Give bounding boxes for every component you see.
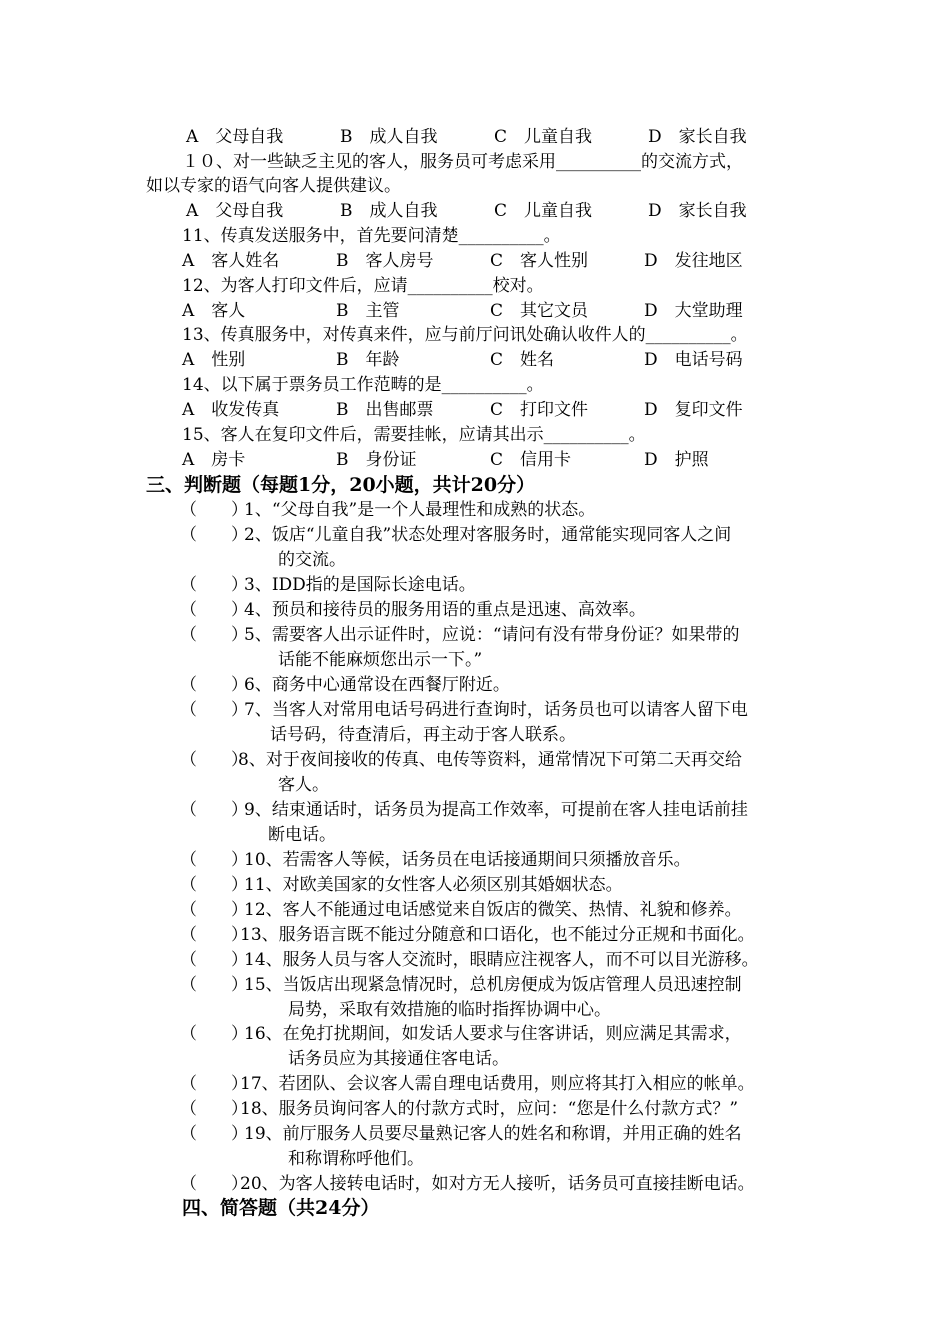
option-d: D 大堂助理 [644,301,743,321]
statement-text: 4、预员和接待员的服务用语的重点是迅速、高效率。 [244,600,646,620]
answer-blank[interactable]: （ ） [180,1124,248,1144]
question-15: 15、客人在复印文件后，需要挂帐，应请其出示__________。 [182,425,646,445]
question-11: 11、传真发送服务中，首先要问清楚__________。 [182,226,561,246]
question-12: 12、为客人打印文件后，应请__________校对。 [182,276,544,296]
statement-text-continued: 局势，采取有效措施的临时指挥协调中心。 [288,1000,611,1020]
option-b: B 身份证 [336,450,417,470]
option-d: D 家长自我 [648,201,747,221]
answer-blank[interactable]: （ ） [180,1024,248,1044]
statement-text: 17、若团队、会议客人需自理电话费用，则应将其打入相应的帐单。 [240,1074,755,1094]
answer-blank[interactable]: （ ） [180,925,248,945]
statement-text: 7、当客人对常用电话号码进行查询时，话务员也可以请客人留下电 [244,700,748,720]
answer-blank[interactable]: （ ） [180,625,248,645]
option-c: C 打印文件 [490,400,589,420]
option-c: C 儿童自我 [494,201,593,221]
statement-text: 14、服务人员与客人交流时，眼睛应注视客人，而不可以目光游移。 [244,950,759,970]
option-b: B 出售邮票 [336,400,434,420]
option-c: C 信用卡 [490,450,572,470]
statement-text-continued: 话能不能麻烦您出示一下。” [278,650,483,670]
statement-text-continued: 断电话。 [268,825,336,845]
statement-text: 19、前厅服务人员要尽量熟记客人的姓名和称谓，并用正确的姓名 [244,1124,742,1144]
option-b: B 年龄 [336,350,400,370]
statement-text-continued: 话务员应为其接通住客电话。 [288,1049,509,1069]
statement-text-continued: 和称谓称呼他们。 [288,1149,424,1169]
statement-text: 5、需要客人出示证件时，应说：“请问有没有带身份证？如果带的 [244,625,740,645]
statement-text: 8、对于夜间接收的传真、电传等资料，通常情况下可第二天再交给 [238,750,742,770]
statement-text: 16、在免打扰期间，如发话人要求与住客讲话，则应满足其需求， [244,1024,742,1044]
answer-blank[interactable]: （ ） [180,975,248,995]
question-14: 14、以下属于票务员工作范畴的是__________。 [182,375,544,395]
answer-blank[interactable]: （ ） [180,575,248,595]
statement-text-continued: 的交流。 [278,550,346,570]
question-10-line1: １０、对一些缺乏主见的客人，服务员可考虑采用__________的交流方式， [182,152,743,172]
answer-blank[interactable]: （ ） [180,525,248,545]
option-c: C 姓名 [490,350,555,370]
option-d: D 家长自我 [648,127,747,147]
section-3-heading: 三、判断题（每题1分，20小题，共计20分） [146,474,536,496]
statement-text-continued: 客人。 [278,775,329,795]
option-c: C 其它文员 [490,301,589,321]
statement-text: 13、服务语言既不能过分随意和口语化，也不能过分正规和书面化。 [240,925,755,945]
option-d: D 复印文件 [644,400,743,420]
option-a: A 性别 [182,350,246,370]
statement-text: 12、客人不能通过电话感觉来自饭店的微笑、热情、礼貌和修养。 [244,900,742,920]
answer-blank[interactable]: （ ） [180,675,248,695]
answer-blank[interactable]: （ ） [180,1174,248,1194]
section-4-heading: 四、简答题（共24分） [182,1197,380,1219]
option-d: D 发往地区 [644,251,743,271]
option-a: A 房卡 [182,450,246,470]
answer-blank[interactable]: （ ） [180,950,248,970]
option-a: A 客人姓名 [182,251,280,271]
option-d: D 电话号码 [644,350,743,370]
answer-blank[interactable]: （ ） [180,800,248,820]
option-b: B 客人房号 [336,251,434,271]
answer-blank[interactable]: （ ） [180,1074,248,1094]
option-d: D 护照 [644,450,709,470]
answer-blank[interactable]: （ ） [180,750,248,770]
answer-blank[interactable]: （ ） [180,900,248,920]
answer-blank[interactable]: （ ） [180,875,248,895]
question-13: 13、传真服务中，对传真来件，应与前厅问讯处确认收件人的__________。 [182,325,748,345]
statement-text: 11、对欧美国家的女性客人必须区别其婚姻状态。 [244,875,623,895]
answer-blank[interactable]: （ ） [180,500,248,520]
statement-text: 1、“父母自我”是一个人最理性和成熟的状态。 [244,500,596,520]
statement-text: 6、商务中心通常设在西餐厅附近。 [244,675,510,695]
answer-blank[interactable]: （ ） [180,850,248,870]
statement-text: 18、服务员询问客人的付款方式时，应问：“您是什么付款方式？” [240,1099,739,1119]
statement-text: 20、为客人接转电话时，如对方无人接听，话务员可直接挂断电话。 [240,1174,755,1194]
option-b: B 成人自我 [340,201,438,221]
statement-text: 15、当饭店出现紧急情况时，总机房便成为饭店管理人员迅速控制 [244,975,742,995]
answer-blank[interactable]: （ ） [180,600,248,620]
option-b: B 主管 [336,301,400,321]
option-b: B 成人自我 [340,127,438,147]
statement-text: 3、IDD指的是国际长途电话。 [244,575,476,595]
answer-blank[interactable]: （ ） [180,700,248,720]
statement-text-continued: 话号码，待查清后，再主动于客人联系。 [270,725,576,745]
option-a: A 客人 [182,301,246,321]
option-a: A 父母自我 [186,201,284,221]
statement-text: 10、若需客人等候，话务员在电话接通期间只须播放音乐。 [244,850,691,870]
option-a: A 收发传真 [182,400,280,420]
statement-text: 2、饭店“儿童自我”状态处理对客服务时，通常能实现同客人之间 [244,525,732,545]
answer-blank[interactable]: （ ） [180,1099,248,1119]
option-c: C 客人性别 [490,251,589,271]
option-c: C 儿童自我 [494,127,593,147]
statement-text: 9、结束通话时，话务员为提高工作效率，可提前在客人挂电话前挂 [244,800,748,820]
option-a: A 父母自我 [186,127,284,147]
question-10-line2: 如以专家的语气向客人提供建议。 [146,176,401,196]
